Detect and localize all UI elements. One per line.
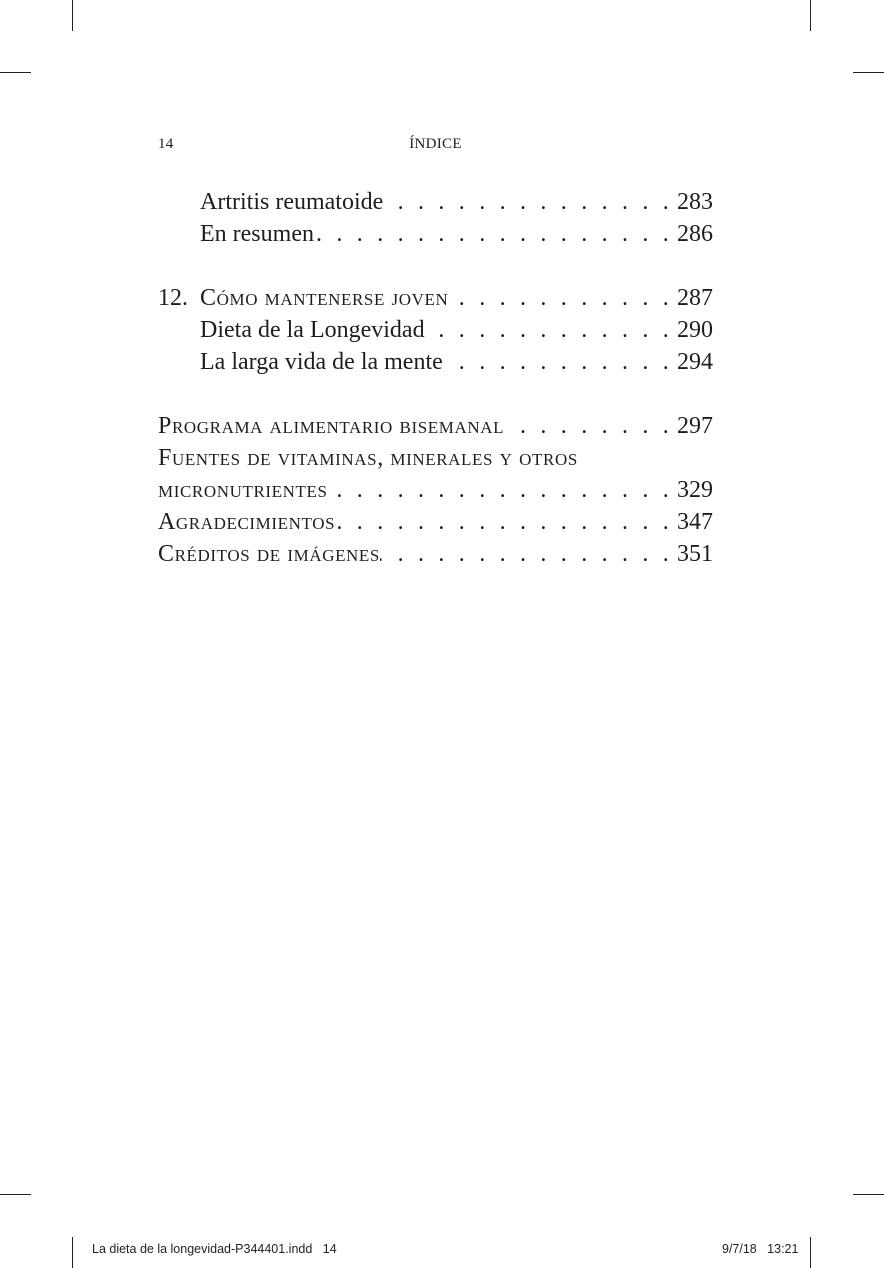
toc-entry-title: Créditos de imágenes: [158, 541, 380, 567]
toc-entry-title: Artritis reumatoide: [200, 189, 384, 215]
crop-mark: [0, 72, 31, 73]
toc-entry-title: Fuentes de vitaminas, minerales y otros: [158, 445, 578, 471]
date-slug: 9/7/18 13:21: [722, 1242, 799, 1256]
toc-entry-page: 297: [677, 413, 713, 439]
toc-entry: [158, 474, 713, 506]
toc-entry-title: La larga vida de la mente: [200, 349, 443, 375]
toc-entry-page: 351: [677, 541, 713, 567]
toc-entry: [158, 186, 713, 218]
crop-mark: [810, 0, 811, 31]
crop-mark: [810, 1237, 811, 1268]
dot-leader: [425, 314, 677, 346]
toc-entry-title: En resumen: [200, 221, 314, 247]
toc-entry: [158, 410, 713, 442]
crop-mark: [72, 0, 73, 31]
file-slug: La dieta de la longevidad-P344401.indd 14: [92, 1242, 337, 1256]
toc-entry: [158, 218, 713, 250]
toc-entry-title: Dieta de la Longevidad: [200, 317, 425, 343]
table-of-contents: [158, 186, 713, 570]
toc-entry: [158, 346, 713, 378]
section-title: ÍNDICE: [409, 136, 462, 152]
toc-entry-page: 294: [677, 349, 713, 375]
running-head: [158, 136, 713, 156]
toc-entry-title: Agradecimientos: [158, 509, 336, 535]
dot-leader: [504, 410, 677, 442]
toc-entry-page: 290: [677, 317, 713, 343]
toc-entry-title: Programa alimentario bisemanal: [158, 413, 505, 439]
page-number: 14: [158, 136, 174, 152]
dot-leader: [448, 282, 677, 314]
dot-leader: [443, 346, 677, 378]
toc-entry-page: 329: [677, 477, 713, 503]
toc-entry-page: 286: [677, 221, 713, 247]
toc-entry-page: 283: [677, 189, 713, 215]
crop-mark: [853, 1194, 884, 1195]
toc-chapter-entry: [158, 282, 713, 314]
chapter-number: 12.: [158, 285, 188, 311]
toc-entry: [158, 506, 713, 538]
dot-leader: [328, 474, 677, 506]
dot-leader: [380, 538, 677, 570]
crop-mark: [72, 1237, 73, 1268]
toc-entry-page: 347: [677, 509, 713, 535]
toc-entry-page: 287: [677, 285, 713, 311]
toc-entry: [158, 538, 713, 570]
toc-entry-title: micronutrientes: [158, 477, 328, 503]
toc-entry: [158, 314, 713, 346]
dot-leader: [314, 218, 677, 250]
toc-entry: [158, 442, 713, 474]
crop-mark: [0, 1194, 31, 1195]
toc-entry-title: Cómo mantenerse joven: [200, 285, 449, 311]
dot-leader: [383, 186, 677, 218]
crop-mark: [853, 72, 884, 73]
dot-leader: [335, 506, 677, 538]
